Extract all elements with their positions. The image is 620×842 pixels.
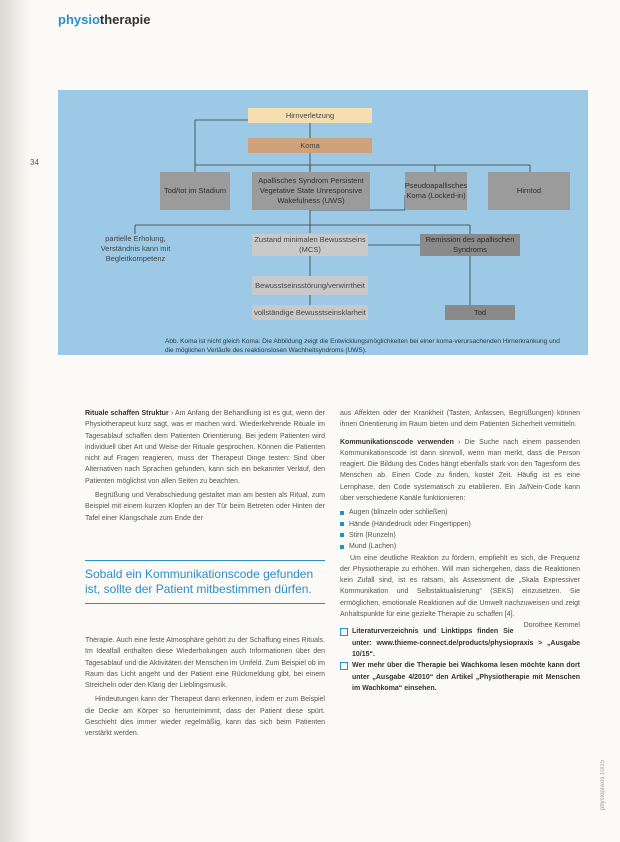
magazine-title-part1: physio (58, 12, 100, 27)
list-item: Mund (Lachen) (340, 541, 580, 552)
figure-caption: Abb. Koma ist nicht gleich Koma: Die Abbildung zeigt die Entwicklungsmöglichkeiten bei einer koma-verursachenden Hirnerkrankung und die möglichen Verläufe des reaktionslosen Wachheitsyndroms (UWS). (165, 338, 560, 354)
node-zustand-minimalen-bewusstseins: Zustand minimalen Bewusstseins (MCS) (252, 234, 368, 256)
paragraph-hindeutungen: Hindeutungen kann der Therapeut dann erkennen, indem er zum Beispiel die Decke am Körper so herunternimmt, dass der Patient diese spürt. Geschieht dies immer wieder regelmäßig, kann das sich beim Patienten verstärkt werden. (85, 696, 325, 738)
node-tod: Tod (445, 305, 515, 320)
body-rituale: › Am Anfang der Behandlung ist es gut, wenn der Physiotherapeut kurz sagt, was er machen wird. Wiederkehrende Rituale im Tagesablauf schaffen dem Patienten Orientierung. Bei jedem Patienten wird individuell über Art und Weise der Rituale gesprochen. Können die Patienten nicht auf Fragen reagieren, muss der Therapeut Dinge testen: Sind über Alternativen nach Sprachen gefunden, kann sich ein bekannter Verlauf, den Patienten möglichst von allen Seiten zu beachten. (85, 410, 325, 485)
right-column (340, 408, 580, 694)
text-partielle-erholung: partielle Erholung, Verständnis kann mit Begleitkompetenz (100, 234, 171, 263)
left-column-top (85, 408, 325, 527)
node-pseudoapallisches: Pseudoapallisches Koma (Locked-in) (405, 172, 467, 210)
paragraph-affekten: aus Affekten oder der Krankheit (Tasten, Anfassen, Begrüßungen) können ihnen Orientierung im Raum bieten und dem Patienten Sicherheit vermitteln. (340, 410, 580, 429)
node-apallisches-syndrom: Apallisches Syndrom Persistent Vegetative State Unresponsive Wakefulness (UWS) (252, 172, 370, 210)
body-kommunikationscode: › Die Suche nach einem passenden Kommunikationscode ist dann sinnvoll, wenn man merkt, dass die Person reagiert. Die Bildung des Codes hängt ebenfalls stark von den Tagesform des Menschen ab. Einen Code zu finden, kostet Zeit. Häufig ist es eine Lernphase, den Code systematisch zu etablieren. Ein Ja/Nein-Code kann über verschiedene Kanäle funktionieren: (340, 438, 580, 503)
node-tod-left: Tod/tot im Stadium (160, 172, 230, 210)
paragraph-rituale (85, 408, 325, 487)
pull-quote: Sobald ein Kommunikationscode gefunden ist, sollte der Patient mitbestimmen dürfen. (85, 560, 325, 604)
list-item: Hände (Händedruck oder Fingertippen) (340, 519, 580, 530)
link-note-wachkoma: Wer mehr über die Therapie bei Wachkoma lesen möchte kann dort unter „Ausgabe 4/2010“ den Artikel „Physiotherapie mit Menschen im Wachkoma“ einsehen. (340, 660, 580, 694)
list-item: Augen (blinzeln oder schließen) (340, 507, 580, 518)
node-bewusstseinsstoerung: Bewusstseinsstörung/verwirrtheit (252, 276, 368, 295)
vertical-margin-note: physiopraxis 10/15 (600, 759, 606, 810)
node-koma: Koma (248, 138, 372, 153)
heading-rituale: Rituale schaffen Struktur (85, 410, 169, 417)
page-number: 34 (30, 158, 39, 167)
list-item: Stirn (Runzeln) (340, 530, 580, 541)
node-hirntod: Hirntod (488, 172, 570, 210)
body-reaktion: Um eine deutliche Reaktion zu fördern, empfiehlt es sich, die Frequenz der Physiotherapie zu erhöhen. Will man sichergehen, dass die Reaktionen kein Zufall sind, ist es ratsam, als Assessment die „Skala Expressiver Kommunikation und Selbstaktualisierung“ (SEKS) einzusetzen. Sie ermöglichen, emotionale Reaktionen auf die Umwelt nachzuweisen und zeigt Anhaltspunkte für eine gezielte Therapie zu schaffen [4]. (340, 554, 580, 619)
paragraph-reaktion (340, 553, 580, 630)
paragraph-therapie: Therapie. Auch eine feste Atmosphäre gehört zu der Schaffung eines Rituals. Im Idealfall enthalten diese Wiederholungen auch Informationen über den Tagesablauf und die Aktivitäten der Menschen im Umfeld. Zum Beispiel ob im Raum das Licht angeht und der Patient eine Rückmeldung gibt, bei einem Streicheln oder den Klang der Lieblingsmusik. (85, 637, 325, 690)
left-column-bottom (85, 635, 325, 743)
magazine-title-part2: therapie (99, 12, 151, 27)
heading-kommunikationscode: Kommunikationscode verwenden (340, 438, 454, 446)
paragraph-kommunikationscode (340, 437, 580, 505)
author-name: Dorothee Kemmel (523, 622, 580, 630)
node-remission: Remission des apallischen Syndroms (420, 234, 520, 256)
paragraph-begruessung: Begrüßung und Verabschiedung gestaltet man am besten als Ritual, zum Beispiel mit einem kurzen Klopfen an der Tür beim Betreten oder Hinten der Tafel einer Klangschale zum Ende der (85, 492, 325, 522)
link-note-literatur: Literaturverzeichnis und Linktipps finden Sie unter: www.thieme-connect.de/products/physiopraxis > „Ausgabe 10/15“. (340, 626, 580, 660)
node-hirnverletzung: Hirnverletzung (248, 108, 372, 123)
node-vollstaendige-bewusstseinsklarheit: vollständige Bewusstseinsklarheit (252, 305, 368, 320)
